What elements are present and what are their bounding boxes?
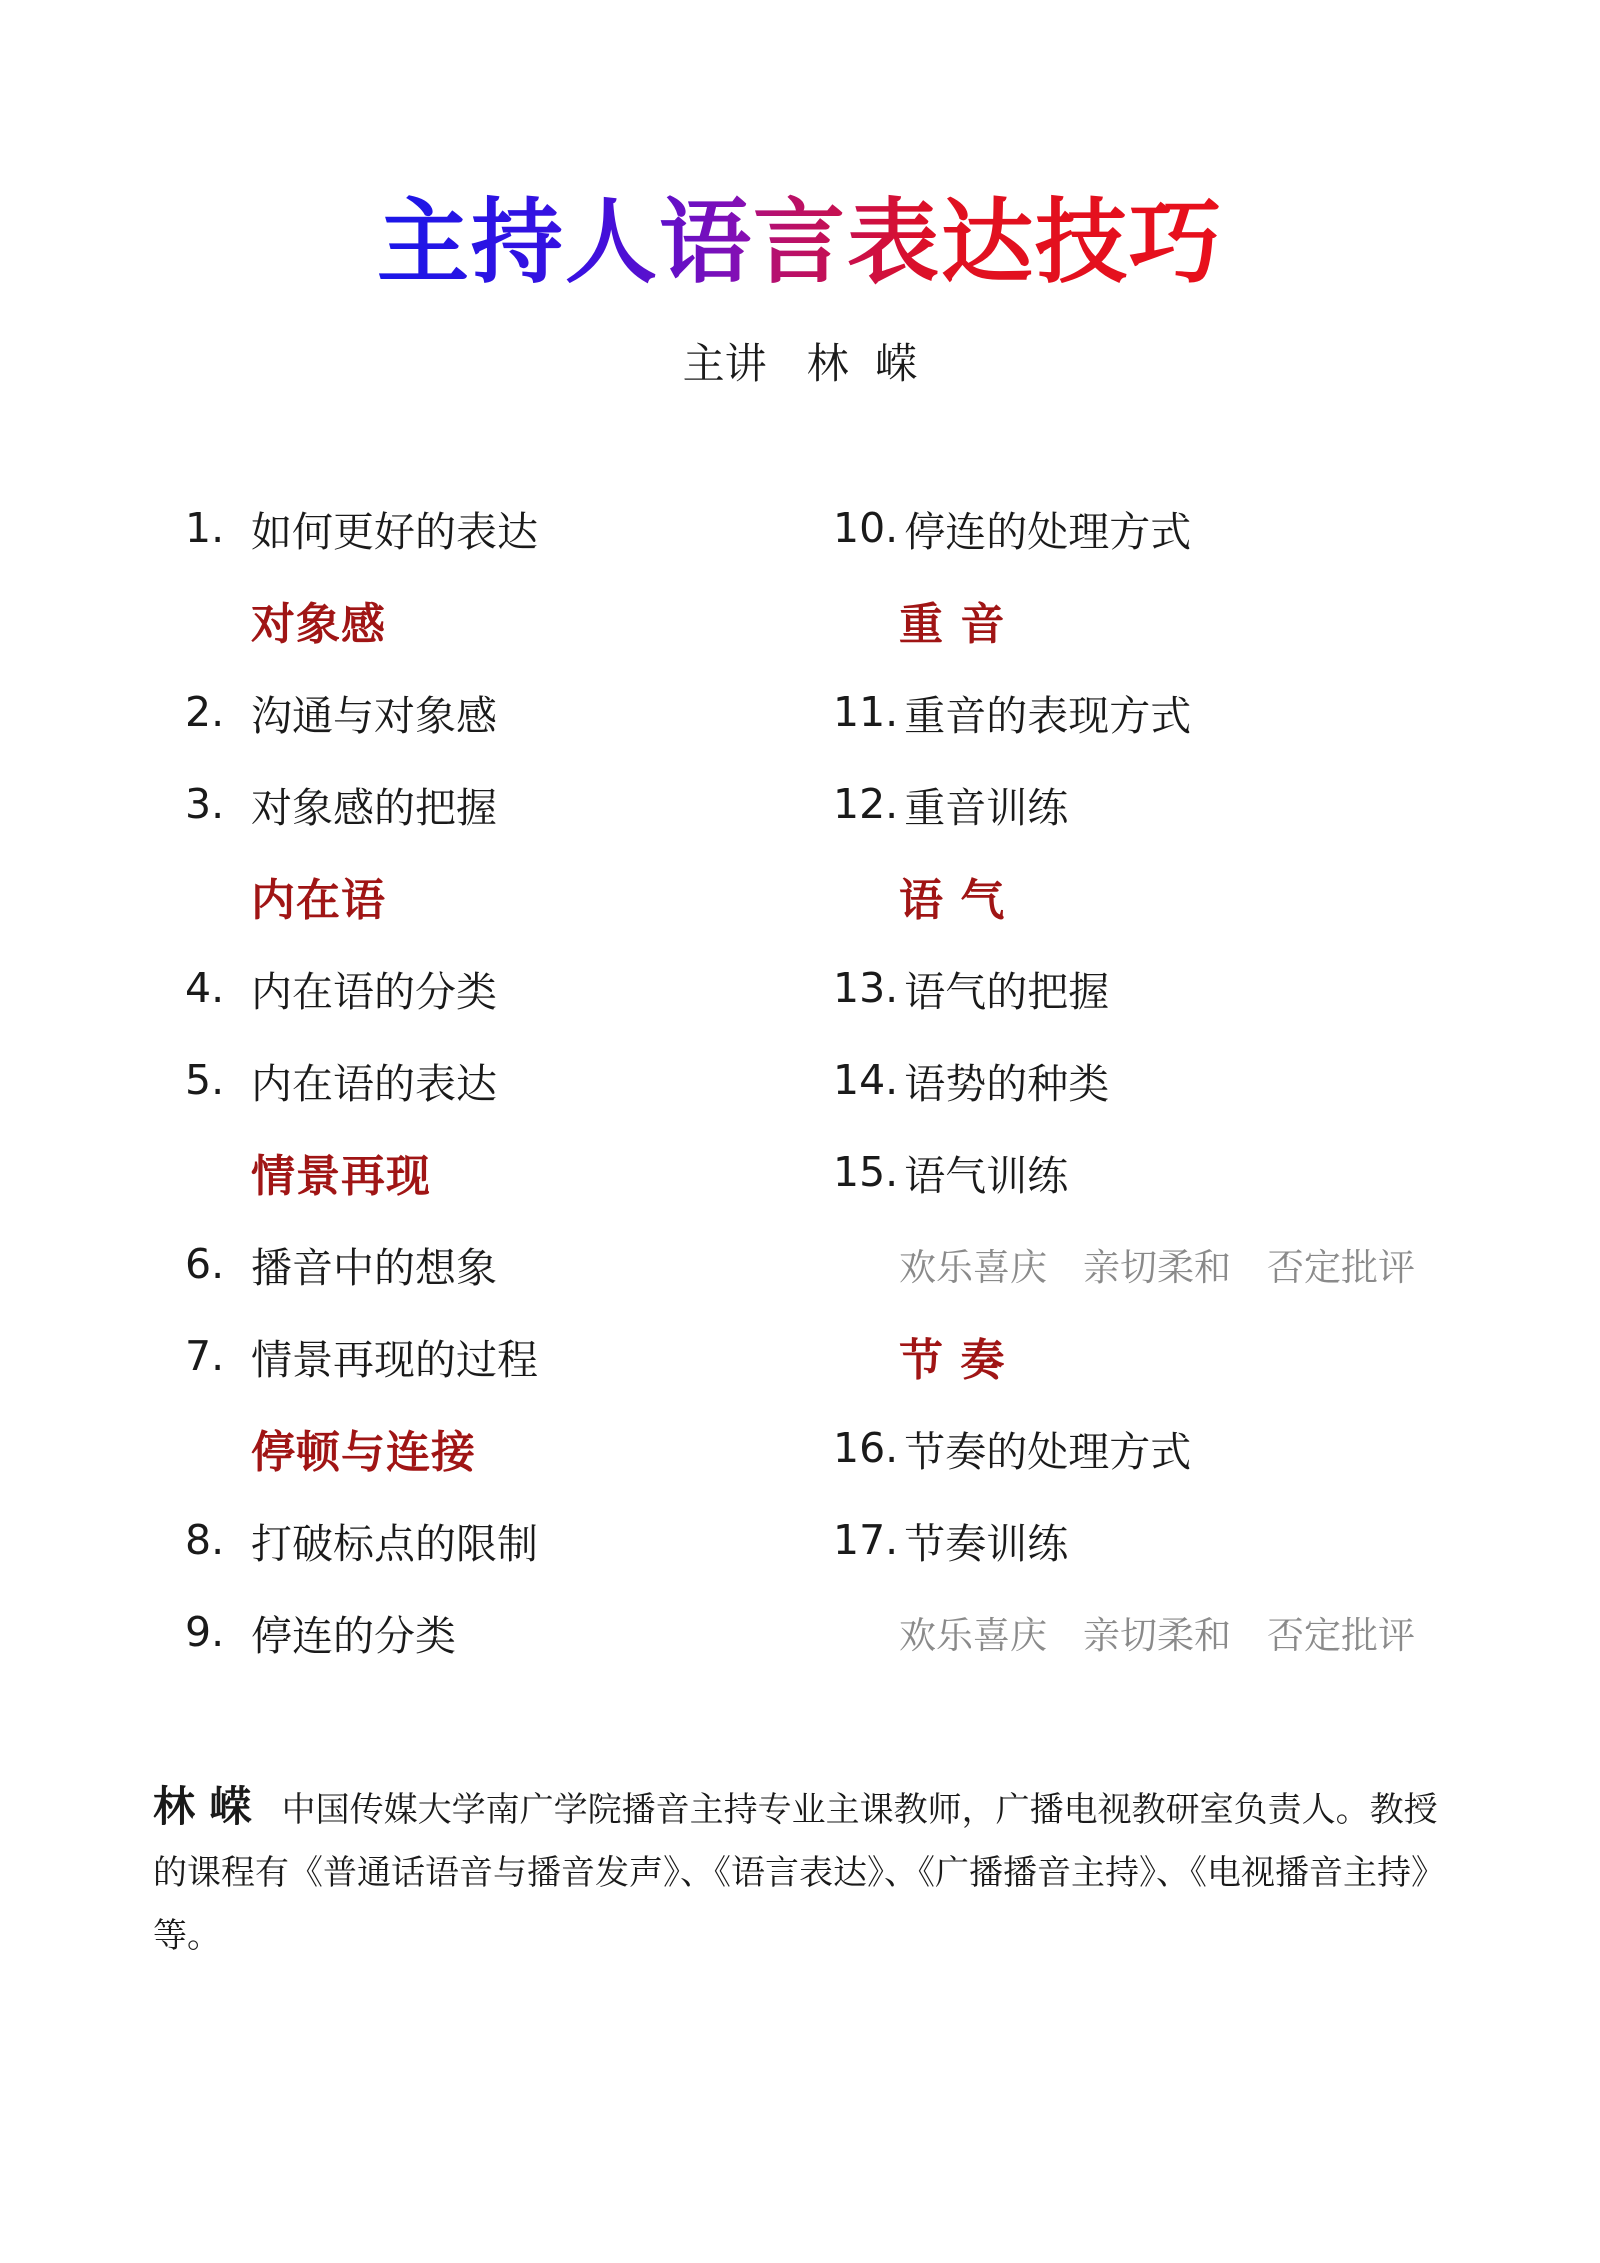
toc-item (185, 1218, 785, 1310)
toc-item-title: 语势的种类 (904, 1059, 1110, 1108)
toc-item (833, 1034, 1533, 1126)
toc-item-title: 内在语的分类 (251, 967, 497, 1016)
toc-item-title: 情景再现的过程 (251, 1335, 538, 1384)
toc-subtopic: 否定批评 (1267, 1614, 1415, 1657)
toc-item (833, 942, 1533, 1034)
toc-item-number: 1. (185, 504, 225, 552)
toc-item-title: 打破标点的限制 (251, 1519, 538, 1568)
toc-item-title: 停连的处理方式 (904, 507, 1192, 556)
toc-item-number: 13. (833, 964, 899, 1012)
toc-item-number: 4. (185, 964, 225, 1012)
toc-left-column (185, 482, 785, 1678)
toc-subtopics (833, 1218, 1533, 1310)
toc-item-title: 语气训练 (904, 1151, 1069, 1200)
toc-item-title: 重音训练 (904, 783, 1069, 832)
toc-item (185, 1494, 785, 1586)
toc-section-heading: 语 气 (899, 875, 1006, 926)
toc-item (833, 1494, 1533, 1586)
toc-item (185, 942, 785, 1034)
toc-subtopics (833, 1586, 1533, 1678)
toc-item-title: 节奏训练 (904, 1519, 1069, 1568)
toc-item-title: 如何更好的表达 (251, 507, 538, 556)
toc-right-column (833, 482, 1533, 1678)
toc-item-number: 15. (833, 1148, 899, 1196)
toc-section-heading: 节 奏 (899, 1335, 1006, 1386)
toc-section-heading: 对象感 (251, 599, 386, 650)
toc-item-number: 11. (833, 688, 899, 736)
toc-item-number: 17. (833, 1516, 899, 1564)
author-bio (153, 1775, 1463, 1968)
toc-item-title: 对象感的把握 (251, 783, 497, 832)
toc-item-number: 6. (185, 1240, 225, 1288)
toc-item-number: 3. (185, 780, 225, 828)
toc-item-number: 8. (185, 1516, 225, 1564)
toc-item-number: 12. (833, 780, 899, 828)
toc-item (833, 1126, 1533, 1218)
toc-item-number: 14. (833, 1056, 899, 1104)
author-name: 林 嵘 (153, 1782, 252, 1831)
toc-item (185, 758, 785, 850)
toc-item-title: 停连的分类 (251, 1611, 456, 1660)
toc-subtopic: 亲切柔和 (1083, 1246, 1231, 1289)
author-bio-text: 中国传媒大学南广学院播音主持专业主课教师，广播电视教研室负责人。教授的课程有《普通话语音与播音发声》、《语言表达》、《广播播音主持》、《电视播音主持》等。 (153, 1790, 1445, 1956)
toc-subtopic: 亲切柔和 (1083, 1614, 1231, 1657)
toc-item (833, 758, 1533, 850)
toc-section-heading: 重 音 (899, 599, 1006, 650)
toc-section-heading: 情景再现 (251, 1151, 431, 1202)
title-part-red: 言表达技巧 (753, 188, 1224, 296)
document-title (0, 182, 1600, 302)
toc-item-title: 重音的表现方式 (904, 691, 1192, 740)
title-part-blue: 主持人语 (376, 188, 753, 296)
toc-item (185, 1586, 785, 1678)
toc-section-heading: 内在语 (251, 875, 386, 926)
toc-item-title: 播音中的想象 (251, 1243, 497, 1292)
toc-item-number: 9. (185, 1608, 225, 1656)
toc-subtopic: 欢乐喜庆 (899, 1246, 1047, 1289)
toc-item-number: 16. (833, 1424, 899, 1472)
toc-item-title: 节奏的处理方式 (904, 1427, 1192, 1476)
toc-subtopic: 欢乐喜庆 (899, 1614, 1047, 1657)
toc-item-number: 10. (833, 504, 899, 552)
toc-subtopic: 否定批评 (1267, 1246, 1415, 1289)
lecturer-line: 主讲 林 嵘 (682, 339, 918, 388)
toc-item (833, 482, 1533, 574)
toc-item (185, 1310, 785, 1402)
toc-item-number: 5. (185, 1056, 225, 1104)
toc-item-number: 2. (185, 688, 225, 736)
toc-item (185, 666, 785, 758)
toc-item (185, 482, 785, 574)
toc-item (185, 1034, 785, 1126)
toc-section-heading: 停顿与连接 (251, 1427, 476, 1478)
toc-item-number: 7. (185, 1332, 225, 1380)
toc-item (833, 1402, 1533, 1494)
toc-item (833, 666, 1533, 758)
toc-item-title: 语气的把握 (904, 967, 1110, 1016)
toc-item-title: 沟通与对象感 (251, 691, 497, 740)
toc-item-title: 内在语的表达 (251, 1059, 497, 1108)
